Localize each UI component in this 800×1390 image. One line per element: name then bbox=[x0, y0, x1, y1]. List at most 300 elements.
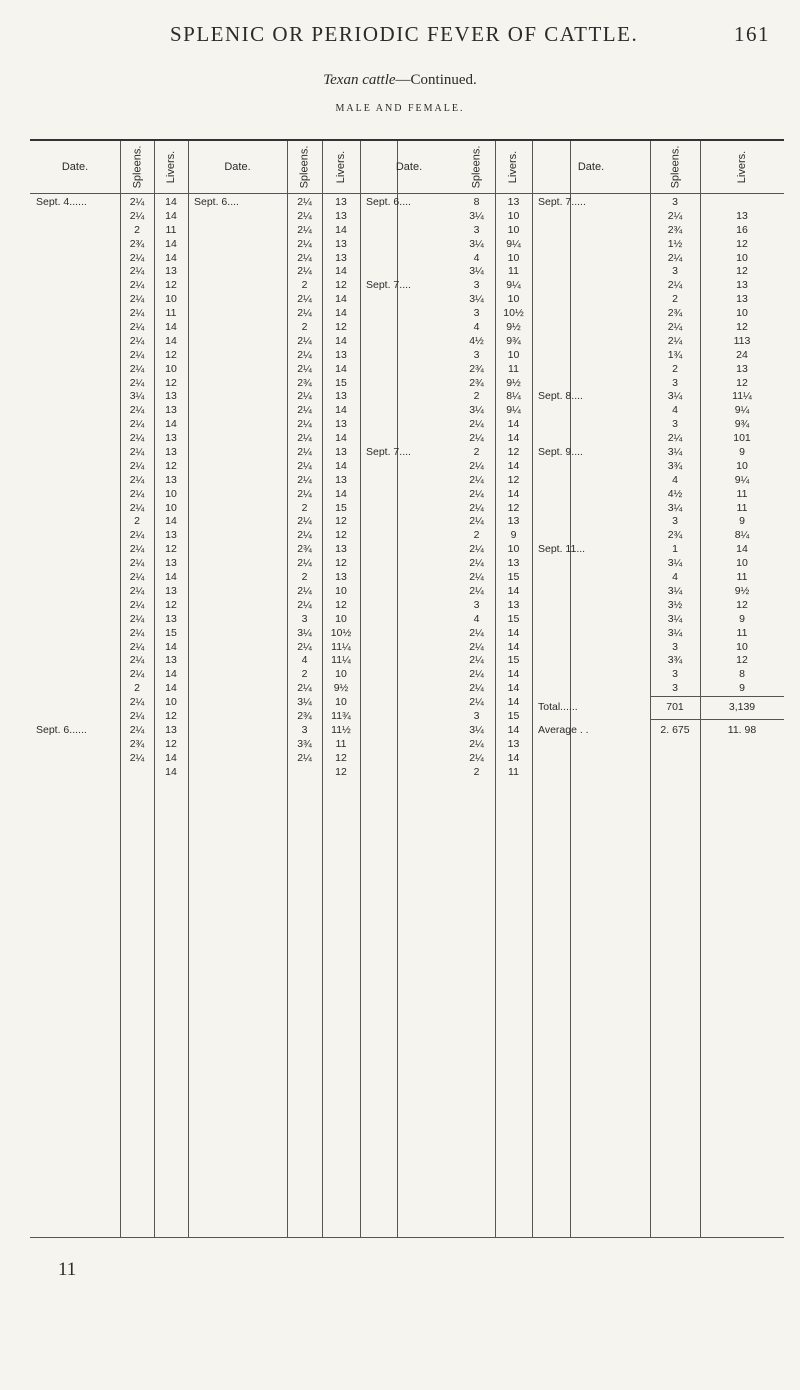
table-cell bbox=[532, 502, 650, 516]
signature-mark: 11 bbox=[58, 1259, 77, 1280]
table-cell: 8¼ bbox=[734, 529, 750, 542]
table-cell: 3¼ bbox=[469, 404, 484, 417]
table-cell: 2 bbox=[134, 515, 140, 528]
table-cell: 2 bbox=[301, 321, 308, 334]
table-cell: 14 bbox=[165, 668, 177, 681]
table-cell bbox=[360, 585, 458, 599]
table-cell: 10 bbox=[165, 487, 177, 500]
table-cell: 9 bbox=[739, 682, 745, 695]
table-cell: 2¼ bbox=[129, 640, 145, 653]
table-cell bbox=[360, 738, 458, 752]
table-cell bbox=[360, 571, 458, 585]
table-cell: 3¾ bbox=[297, 737, 312, 750]
table-cell bbox=[360, 418, 458, 432]
table-cell: 2¼ bbox=[129, 196, 145, 208]
table-cell bbox=[532, 585, 650, 599]
table-cell bbox=[532, 404, 650, 418]
table-cell: 2¼ bbox=[469, 751, 484, 764]
table-cell: 2 bbox=[672, 293, 678, 306]
table-cell: 2¾ bbox=[469, 362, 484, 375]
table-cell: 11 bbox=[165, 307, 177, 320]
table-cell bbox=[30, 377, 120, 391]
table-cell bbox=[532, 474, 650, 488]
table-cell: 2¼ bbox=[469, 487, 484, 500]
table-cell bbox=[30, 557, 120, 571]
table-cell: 2¼ bbox=[297, 529, 312, 542]
table-cell: 2¼ bbox=[297, 404, 312, 417]
table-cell bbox=[360, 654, 458, 668]
table-cell: 10 bbox=[736, 640, 748, 653]
table-cell: 10 bbox=[165, 501, 177, 514]
table-cell: 12 bbox=[165, 279, 177, 292]
table-cell: 3 bbox=[672, 682, 678, 695]
table-cell: 2¼ bbox=[129, 612, 145, 625]
table-cell: 2¼ bbox=[297, 682, 312, 695]
table-cell: 14 bbox=[165, 765, 177, 778]
table-cell: 2¼ bbox=[129, 654, 145, 667]
table-cell: 2¼ bbox=[469, 473, 484, 486]
table-cell bbox=[360, 682, 458, 696]
table-cell: 2¼ bbox=[129, 668, 145, 681]
table-cell: 9¼ bbox=[506, 237, 521, 250]
table-cell bbox=[30, 654, 120, 668]
table-cell: 14 bbox=[335, 307, 347, 320]
table-cell: 2¾ bbox=[667, 529, 683, 542]
table-cell bbox=[30, 404, 120, 418]
table-cell: 3¼ bbox=[297, 696, 312, 709]
table-cell: 12 bbox=[736, 376, 748, 389]
table-cell: 9 bbox=[739, 446, 745, 459]
table-cell bbox=[360, 210, 458, 224]
table-cell: 2¼ bbox=[129, 209, 145, 222]
table-cell: 3 bbox=[473, 348, 480, 361]
table-cell: 13 bbox=[335, 543, 347, 556]
table-cell bbox=[360, 557, 458, 571]
table-cell: 11 bbox=[508, 765, 519, 778]
table-cell: 12 bbox=[335, 765, 347, 778]
table-cell bbox=[532, 627, 650, 641]
table-cell: 10 bbox=[165, 362, 177, 375]
table-cell: 10 bbox=[507, 293, 520, 306]
table-cell: 2¼ bbox=[129, 529, 145, 542]
table-cell: 15 bbox=[507, 612, 520, 625]
table-cell: 8 bbox=[739, 668, 745, 681]
table-cell: 3¼ bbox=[129, 390, 145, 403]
table-cell: 2¼ bbox=[469, 626, 484, 639]
table-cell: 3 bbox=[672, 640, 678, 653]
table-cell bbox=[30, 474, 120, 488]
table-cell bbox=[30, 252, 120, 266]
table-cell: 13 bbox=[335, 446, 347, 459]
table-cell: 2 bbox=[301, 668, 308, 681]
header-date-4: Date. bbox=[577, 161, 605, 173]
table-cell bbox=[30, 293, 120, 307]
table-cell: 14 bbox=[165, 515, 177, 528]
table-cell: 10 bbox=[736, 307, 748, 320]
table-cell: 14 bbox=[165, 209, 177, 222]
table-cell bbox=[532, 654, 650, 668]
table-cell: 12 bbox=[335, 751, 347, 764]
table-cell: 13 bbox=[736, 293, 748, 306]
table-cell: 10 bbox=[736, 459, 748, 472]
table-cell: 2 bbox=[473, 446, 480, 459]
table-cell: 4 bbox=[672, 473, 678, 486]
table-cell bbox=[30, 321, 120, 335]
table-cell: 2¼ bbox=[297, 751, 312, 764]
table-cell: 2¼ bbox=[469, 571, 484, 584]
table-cell: 13 bbox=[165, 557, 177, 570]
table-cell bbox=[360, 529, 458, 543]
table-cell: 11 bbox=[335, 737, 347, 750]
table-cell bbox=[360, 390, 458, 404]
average-livers: 11. 98 bbox=[727, 724, 757, 736]
table-cell: 10 bbox=[165, 293, 177, 306]
header-livers-4: Livers. bbox=[736, 150, 748, 184]
table-cell: 2¼ bbox=[129, 348, 145, 361]
table-cell: 12 bbox=[507, 446, 520, 459]
table-cell: 13 bbox=[335, 571, 347, 584]
table-cell: 12 bbox=[165, 348, 177, 361]
table-cell bbox=[360, 502, 458, 516]
group4-livers bbox=[700, 196, 784, 696]
table-cell: 2¼ bbox=[469, 501, 484, 514]
table-cell: 14 bbox=[165, 334, 177, 347]
table-cell bbox=[30, 585, 120, 599]
table-cell: 3¾ bbox=[667, 459, 683, 472]
table-cell: 12 bbox=[165, 376, 177, 389]
table-cell bbox=[30, 432, 120, 446]
table-cell: 13 bbox=[736, 209, 748, 222]
table-cell: 2¼ bbox=[129, 432, 145, 445]
table-cell: 14 bbox=[507, 668, 520, 681]
table-cell: 14 bbox=[165, 237, 177, 250]
table-cell: 12 bbox=[335, 529, 347, 542]
table-cell: 101 bbox=[733, 432, 751, 445]
table-cell: 14 bbox=[507, 723, 520, 736]
table-cell: 2¼ bbox=[129, 709, 145, 722]
table-cell bbox=[30, 488, 120, 502]
table-cell: 14 bbox=[335, 432, 347, 445]
table-cell: 12 bbox=[736, 598, 748, 611]
table-cell: 2¼ bbox=[667, 279, 683, 292]
average-spleens: 2. 675 bbox=[660, 724, 690, 736]
table-cell: 14 bbox=[507, 696, 520, 709]
subtitle-italic: Texan cattle bbox=[323, 72, 396, 88]
table-cell: 3¼ bbox=[469, 723, 484, 736]
table-cell bbox=[360, 252, 458, 266]
table-cell: 3¼ bbox=[469, 265, 484, 278]
table-cell: 2¼ bbox=[297, 307, 312, 320]
table-cell: 13 bbox=[736, 279, 748, 292]
table-cell: 2¼ bbox=[297, 251, 312, 264]
table-cell: 3¼ bbox=[667, 584, 683, 597]
table-cell: 11 bbox=[508, 265, 519, 278]
table-cell: 14 bbox=[507, 487, 520, 500]
table-cell: 14 bbox=[165, 196, 177, 208]
table-cell: 4 bbox=[672, 571, 678, 584]
table-cell: 13 bbox=[165, 473, 177, 486]
table-cell: 2¼ bbox=[469, 557, 484, 570]
table-cell: 11 bbox=[736, 501, 748, 514]
table-cell bbox=[532, 599, 650, 613]
table-cell: 2¼ bbox=[129, 571, 145, 584]
table-cell: 10 bbox=[507, 223, 520, 236]
table-cell: 2¼ bbox=[129, 446, 145, 459]
table-cell bbox=[532, 529, 650, 543]
table-cell: 2¼ bbox=[129, 723, 145, 736]
table-cell: 10½ bbox=[330, 626, 352, 639]
table-cell: 12 bbox=[335, 279, 347, 292]
table-cell: 9 bbox=[739, 612, 745, 625]
table-cell bbox=[532, 210, 650, 224]
table-cell bbox=[532, 321, 650, 335]
table-cell bbox=[30, 418, 120, 432]
table-cell: 2¼ bbox=[129, 584, 145, 597]
total-spleens: 701 bbox=[666, 701, 684, 713]
table-cell: 2¼ bbox=[297, 418, 312, 431]
table-cell: 2¼ bbox=[129, 543, 145, 556]
header-spleens-4: Spleens. bbox=[669, 145, 681, 189]
table-cell: 15 bbox=[507, 571, 520, 584]
table-cell: 12 bbox=[165, 737, 177, 750]
table-cell: 2¼ bbox=[129, 251, 145, 264]
table-cell: 2 bbox=[301, 279, 308, 292]
table-cell bbox=[30, 502, 120, 516]
table-cell: 2¼ bbox=[297, 196, 312, 208]
table-cell: 11¼ bbox=[732, 390, 752, 403]
table-cell: 2¼ bbox=[297, 459, 312, 472]
table-cell: 13 bbox=[165, 612, 177, 625]
table-cell bbox=[360, 404, 458, 418]
table-cell: 13 bbox=[507, 737, 520, 750]
table-cell: 2¼ bbox=[469, 640, 484, 653]
table-cell: 4 bbox=[473, 612, 480, 625]
table-cell: 2 bbox=[473, 765, 480, 778]
table-cell: 3 bbox=[473, 307, 480, 320]
table-cell: 2¾ bbox=[129, 737, 145, 750]
table-cell bbox=[532, 557, 650, 571]
table-cell: 14 bbox=[507, 432, 520, 445]
table-cell: 14 bbox=[507, 418, 520, 431]
table-cell: 10 bbox=[736, 557, 748, 570]
table-cell: 2¼ bbox=[297, 237, 312, 250]
table-cell bbox=[360, 515, 458, 529]
table-cell: 14 bbox=[507, 751, 520, 764]
table-cell: 14 bbox=[335, 334, 347, 347]
table-cell bbox=[360, 432, 458, 446]
table-cell: 2¼ bbox=[297, 293, 312, 306]
table-cell bbox=[360, 710, 458, 724]
table-cell: 12 bbox=[507, 473, 520, 486]
table-cell: 13 bbox=[335, 390, 347, 403]
table-cell bbox=[30, 696, 120, 710]
table-cell: 113 bbox=[733, 334, 751, 347]
table-cell: 3¼ bbox=[667, 446, 683, 459]
table-cell: 10 bbox=[507, 209, 520, 222]
table-cell: 9½ bbox=[506, 376, 521, 389]
table-cell bbox=[532, 224, 650, 238]
table-cell: 2¼ bbox=[129, 362, 145, 375]
table-cell: 12 bbox=[165, 459, 177, 472]
group1-livers bbox=[154, 196, 188, 779]
table-cell: 10 bbox=[335, 696, 347, 709]
table-cell: 2¼ bbox=[469, 682, 484, 695]
table-cell: 14 bbox=[736, 543, 748, 556]
table-cell: 4½ bbox=[667, 487, 683, 500]
table-cell: 2¾ bbox=[297, 376, 312, 389]
table-cell: 12 bbox=[335, 598, 347, 611]
table-cell: 4 bbox=[301, 654, 308, 667]
header-livers-1: Livers. bbox=[165, 150, 177, 184]
table-cell: 13 bbox=[165, 654, 177, 667]
table-cell: 3 bbox=[301, 723, 308, 736]
table-cell: Sept. 6.... bbox=[194, 196, 239, 208]
table-cell bbox=[360, 627, 458, 641]
table-cell bbox=[532, 488, 650, 502]
table-cell: 13 bbox=[507, 557, 520, 570]
group4-spleens bbox=[650, 196, 700, 696]
table-cell: 1½ bbox=[667, 237, 683, 250]
table-cell: 2¼ bbox=[469, 418, 484, 431]
table-cell bbox=[360, 238, 458, 252]
table-cell: 11 bbox=[736, 571, 748, 584]
table-cell: 2¾ bbox=[297, 543, 312, 556]
table-cell: 13 bbox=[165, 446, 177, 459]
table-cell: 1¾ bbox=[667, 348, 683, 361]
table-cell: 3 bbox=[672, 418, 678, 431]
table-cell: 8 bbox=[473, 196, 480, 208]
table-cell bbox=[360, 224, 458, 238]
table-cell: 2¼ bbox=[297, 446, 312, 459]
table-cell: 12 bbox=[335, 515, 347, 528]
group2-spleens bbox=[287, 196, 322, 766]
table-cell: 2¼ bbox=[469, 543, 484, 556]
table-cell bbox=[30, 529, 120, 543]
table-cell: 4 bbox=[473, 321, 480, 334]
table-cell: 14 bbox=[165, 251, 177, 264]
table-cell: 2¼ bbox=[297, 362, 312, 375]
table-cell: 2¼ bbox=[129, 501, 145, 514]
table-cell bbox=[30, 349, 120, 363]
header-livers-2: Livers. bbox=[335, 150, 347, 184]
table-cell: 10 bbox=[335, 612, 347, 625]
table-cell: 2¼ bbox=[667, 251, 683, 264]
group3-dates bbox=[360, 196, 458, 752]
table-cell: 14 bbox=[335, 223, 347, 236]
group2-dates bbox=[188, 196, 287, 210]
table-cell bbox=[360, 543, 458, 557]
table-cell: 14 bbox=[165, 571, 177, 584]
table-cell: 2¼ bbox=[129, 696, 145, 709]
table-cell: 24 bbox=[736, 348, 748, 361]
table-cell: 2¾ bbox=[297, 709, 312, 722]
table-cell bbox=[30, 238, 120, 252]
table-cell: 2¼ bbox=[129, 459, 145, 472]
table-cell bbox=[532, 252, 650, 266]
table-cell: 9 bbox=[739, 515, 745, 528]
table-cell: Sept. 6.... bbox=[366, 196, 411, 208]
table-cell bbox=[360, 460, 458, 474]
table-cell: 2¼ bbox=[297, 265, 312, 278]
table-cell: 13 bbox=[165, 584, 177, 597]
table-cell: 11¼ bbox=[331, 640, 351, 653]
table-cell bbox=[360, 488, 458, 502]
table-cell bbox=[360, 349, 458, 363]
table-cell: 9 bbox=[510, 529, 517, 542]
table-cell: 3 bbox=[473, 279, 480, 292]
table-cell bbox=[532, 515, 650, 529]
table-cell: 14 bbox=[335, 487, 347, 500]
total-livers: 3,139 bbox=[728, 701, 756, 713]
table-cell bbox=[360, 321, 458, 335]
group1-spleens bbox=[120, 196, 154, 766]
table-cell: 2¾ bbox=[667, 307, 683, 320]
table-cell: 14 bbox=[335, 404, 347, 417]
table-cell: 2¼ bbox=[129, 487, 145, 500]
table-cell: 2 bbox=[301, 501, 308, 514]
table-cell: Sept. 8.... bbox=[538, 390, 583, 403]
table-cell: 2¼ bbox=[129, 751, 145, 764]
header-spleens-3: Spleens. bbox=[470, 145, 483, 189]
table-cell bbox=[532, 668, 650, 682]
table-cell: 14 bbox=[507, 626, 520, 639]
table-cell: 3¼ bbox=[469, 293, 484, 306]
table-cell: 10 bbox=[507, 543, 520, 556]
table-cell: 2¾ bbox=[667, 223, 683, 236]
table-cell: 2¼ bbox=[667, 334, 683, 347]
table-cell: 11¼ bbox=[331, 654, 351, 667]
table-cell bbox=[532, 307, 650, 321]
table-cell bbox=[30, 460, 120, 474]
table-cell bbox=[360, 696, 458, 710]
table-cell: 2¼ bbox=[469, 737, 484, 750]
table-cell bbox=[532, 265, 650, 279]
table-cell: 3 bbox=[672, 668, 678, 681]
table-cell: 10 bbox=[507, 251, 520, 264]
table-cell bbox=[532, 418, 650, 432]
table-cell bbox=[30, 668, 120, 682]
table-cell: 10 bbox=[335, 584, 347, 597]
table-cell bbox=[532, 432, 650, 446]
table-cell: 2¼ bbox=[129, 279, 145, 292]
table-cell: 9¼ bbox=[734, 473, 750, 486]
table-cell bbox=[700, 196, 784, 210]
table-cell bbox=[360, 265, 458, 279]
table-cell: 11 bbox=[736, 626, 748, 639]
table-cell: 9½ bbox=[506, 321, 521, 334]
subtitle-rest: —Continued. bbox=[395, 72, 477, 88]
table-cell: 15 bbox=[507, 654, 520, 667]
table-cell: 3½ bbox=[667, 598, 683, 611]
table-cell: 3¼ bbox=[667, 626, 683, 639]
table-cell: 2¼ bbox=[129, 557, 145, 570]
table-cell: 13 bbox=[335, 251, 347, 264]
table-cell: 3¼ bbox=[667, 557, 683, 570]
table-cell bbox=[532, 293, 650, 307]
table-cell: 11 bbox=[165, 223, 177, 236]
header-date-2: Date. bbox=[224, 161, 251, 173]
table-cell: 13 bbox=[335, 237, 347, 250]
table-cell: 12 bbox=[736, 654, 748, 667]
table-cell: 3 bbox=[301, 612, 308, 625]
table-cell: 14 bbox=[165, 751, 177, 764]
table-cell: 4½ bbox=[469, 334, 484, 347]
average-label: Average . . bbox=[538, 724, 589, 736]
table-cell: 13 bbox=[736, 362, 748, 375]
table-cell: 13 bbox=[165, 265, 177, 278]
table-cell: 3 bbox=[672, 376, 678, 389]
table-cell: Sept. 7.... bbox=[366, 279, 411, 292]
